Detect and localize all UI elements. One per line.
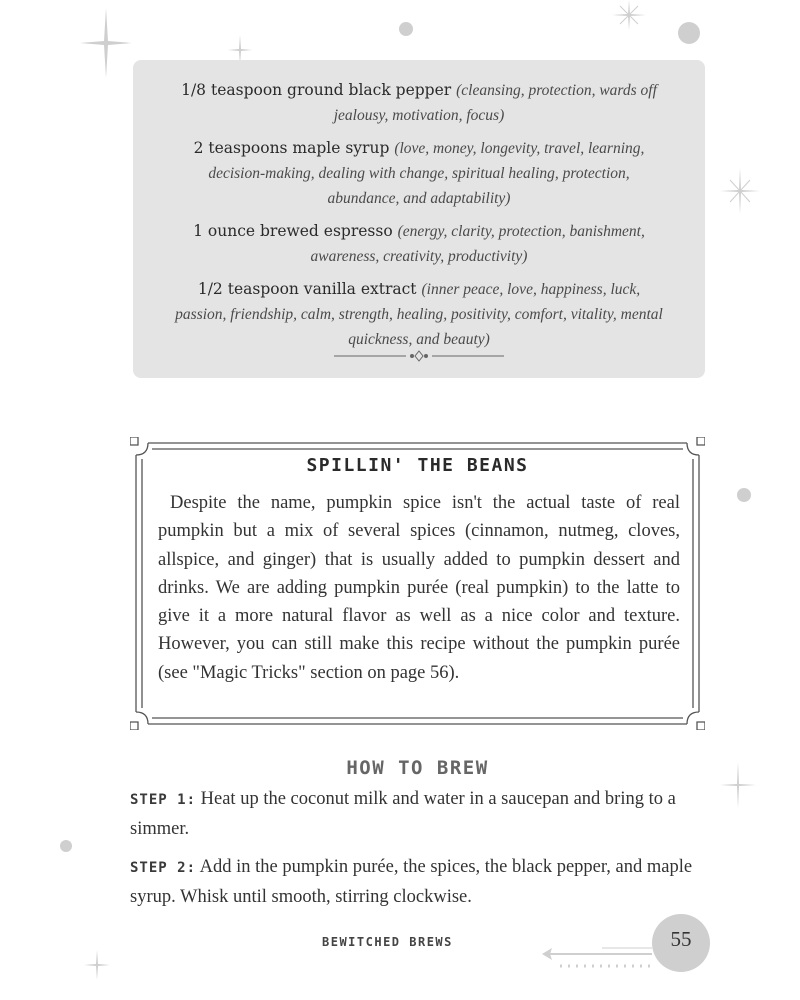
book-title: BEWITCHED BREWS xyxy=(322,935,453,949)
ingredient-amount: 2 teaspoons maple syrup xyxy=(193,139,390,157)
ingredient-note: (inner peace, love, happiness, luck, passion, friendship, calm, strength, healing, positivity, comfort, vitality, mental quickness, and beauty) xyxy=(175,281,663,348)
ingredient-item xyxy=(171,78,667,128)
step-label: STEP 1: xyxy=(130,792,197,808)
sparkle-icon xyxy=(720,168,760,214)
step-item xyxy=(130,853,710,911)
how-to-brew-heading: HOW TO BREW xyxy=(346,757,489,779)
ingredient-note: (energy, clarity, protection, banishment, awareness, creativity, productivity) xyxy=(310,223,645,265)
ingredient-note: (cleansing, protection, wards off jealousy, motivation, focus) xyxy=(333,82,657,124)
ingredient-note: (love, money, longevity, travel, learning, decision-making, dealing with change, spiritual healing, protection, abundance, and adaptability) xyxy=(208,140,645,207)
sidebar-box xyxy=(130,437,705,730)
sparkle-icon xyxy=(612,0,646,30)
step-label: STEP 2: xyxy=(130,860,197,876)
ingredient-amount: 1 ounce brewed espresso xyxy=(193,222,393,240)
divider-ornament-icon xyxy=(334,350,504,362)
step-text: Heat up the coconut milk and water in a saucepan and bring to a simmer. xyxy=(130,789,676,839)
ingredient-item xyxy=(171,277,667,352)
step-text: Add in the pumpkin purée, the spices, the black pepper, and maple syrup. Whisk until smooth, stirring clockwise. xyxy=(130,857,693,907)
ingredient-amount: 1/2 teaspoon vanilla extract xyxy=(197,280,417,298)
ingredient-amount: 1/8 teaspoon ground black pepper xyxy=(181,81,452,99)
sparkle-icon xyxy=(84,950,110,980)
ingredient-item xyxy=(171,136,667,211)
sidebar-body: Despite the name, pumpkin spice isn't the actual taste of real pumpkin but a mix of several spices (cinnamon, nutmeg, cloves, allspice, and ginger) that is usually added to pumpkin dessert and drinks. We are adding pumpkin purée (real pumpkin) to the latte to give it a more natural flavor as well as a nice color and texture. However, you can still make this recipe without the pumpkin purée (see "Magic Tricks" section on page 56). xyxy=(158,493,680,683)
dot-icon xyxy=(60,840,72,852)
dot-icon xyxy=(399,22,413,36)
ingredient-item xyxy=(171,219,667,269)
sidebar-title: SPILLIN' THE BEANS xyxy=(306,455,529,476)
step-item xyxy=(130,785,710,843)
dot-icon xyxy=(737,488,751,502)
dot-icon xyxy=(678,22,700,44)
ingredients-box xyxy=(133,60,705,378)
page-number: 55 xyxy=(670,927,692,951)
arrow-icon xyxy=(540,944,652,972)
sparkle-icon xyxy=(80,8,132,78)
